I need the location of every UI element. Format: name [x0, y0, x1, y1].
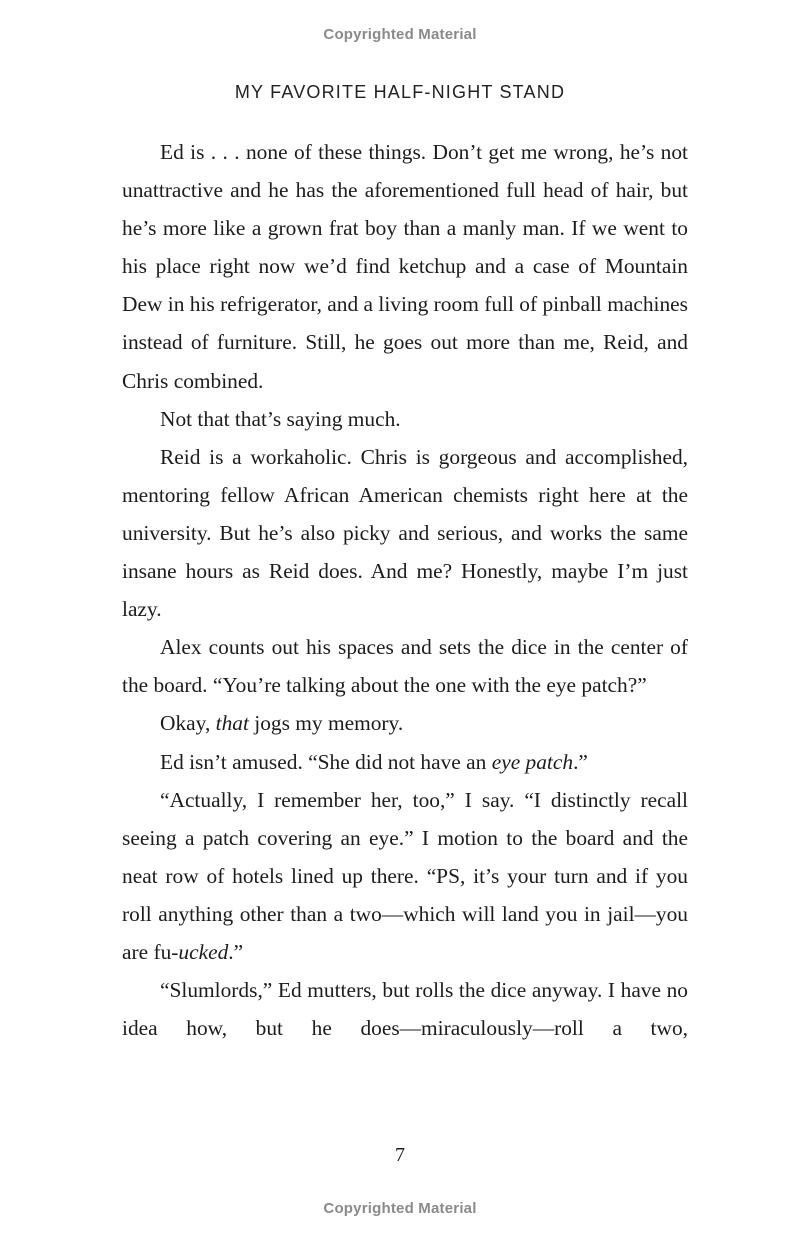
paragraph: [122, 704, 688, 742]
text-run: Alex counts out his spaces and sets the dice in the center of the board. “You’re talking about the one with the eye patch?”: [122, 635, 688, 698]
text-run: Okay,: [160, 711, 216, 736]
text-run: jogs my memory.: [248, 711, 404, 736]
paragraph: [122, 400, 688, 438]
running-head: MY FAVORITE HALF-NIGHT STAND: [234, 82, 566, 102]
text-run: .”: [573, 749, 588, 774]
paragraph: [122, 438, 688, 628]
text-run: Reid is a workaholic. Chris is gorgeous and accomplished, mentoring fellow African American chemists right here at the university. But he’s also picky and serious, and works the same insane hours as Reid does. And me? Honestly, maybe I’m just lazy.: [122, 444, 688, 622]
italic-text-run: that: [215, 711, 249, 736]
text-run: Ed isn’t amused. “She did not have an: [160, 749, 492, 774]
paragraph: [122, 133, 688, 400]
text-run: “Actually, I remember her, too,” I say. “I distinctly recall seeing a patch covering an eye.” I motion to the board and the neat row of hotels lined up there. “PS, it’s your turn and if you roll anything other than a two—which will land you in jail—you are fu-: [122, 787, 688, 964]
text-run: Not that that’s saying much.: [160, 406, 401, 431]
paragraph: [122, 971, 688, 1047]
paragraph: [122, 743, 688, 781]
copyright-watermark-bottom: Copyrighted Material: [323, 1200, 477, 1217]
italic-text-run: ucked: [178, 939, 229, 964]
body-text: [122, 133, 688, 1047]
italic-text-run: eye patch: [491, 749, 574, 774]
paragraph: [122, 628, 688, 704]
copyright-watermark-top: Copyrighted Material: [323, 26, 477, 43]
paragraph: [122, 781, 688, 971]
text-run: “Slumlords,” Ed mutters, but rolls the dice anyway. I have no idea how, but he does—miraculously—roll a two,: [122, 978, 688, 1041]
page-number: 7: [395, 1144, 405, 1166]
text-run: Ed is . . . none of these things. Don’t get me wrong, he’s not unattractive and he has the aforementioned full head of hair, but he’s more like a grown frat boy than a manly man. If we went to his place right now we’d find ketchup and a case of Mountain Dew in his refrigerator, and a living room full of pinball machines instead of furniture. Still, he goes out more than me, Reid, and Chris combined.: [122, 140, 688, 393]
text-run: .”: [228, 939, 244, 964]
